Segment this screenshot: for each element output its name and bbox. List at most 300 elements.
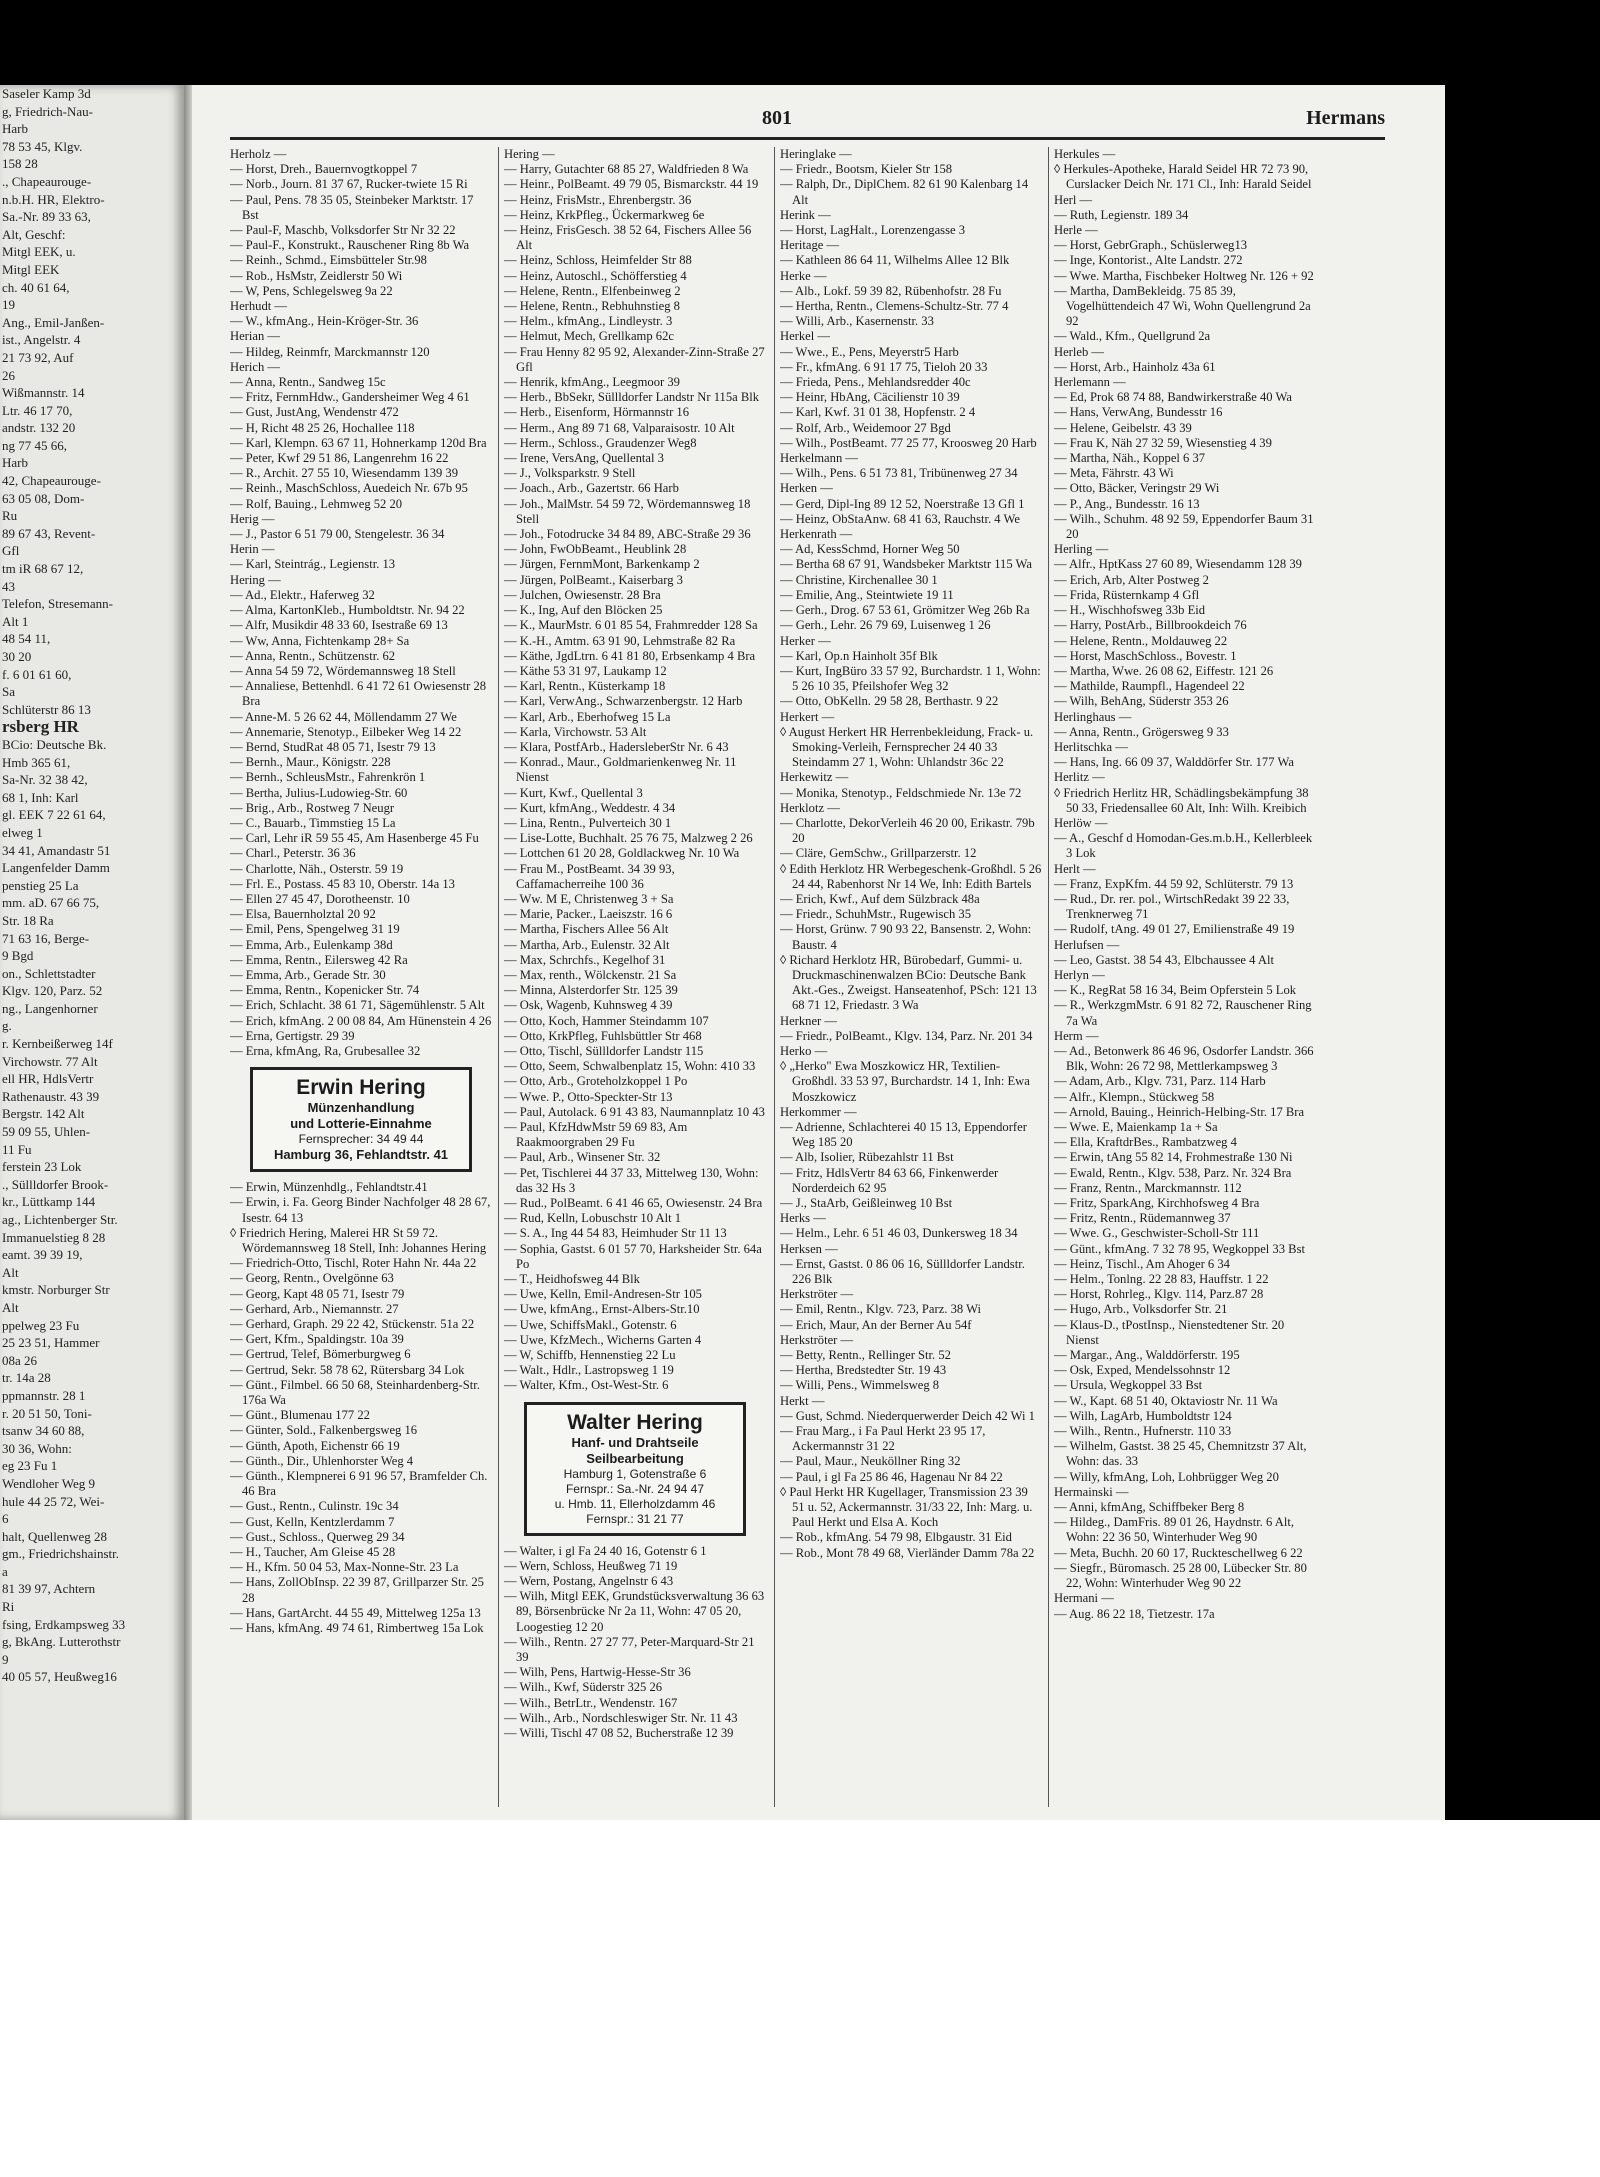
directory-entry: — Uwe, SchiffsMakl., Gotenstr. 6 [504,1317,677,1332]
facing-page-line: Langenfelder Damm [2,860,110,876]
directory-entry: — Leo, Gastst. 38 54 43, Elbchaussee 4 Alt [1054,952,1275,967]
directory-entry: — T., Heidhofsweg 44 Blk [504,1272,640,1287]
directory-entry: — Paul-F., Konstrukt., Rauschener Ring 8b Wa [230,238,470,253]
scan-background-right [1445,85,1600,1820]
directory-entry: — K., Ing, Auf den Blöcken 25 [504,603,663,618]
directory-entry: — Otto, KrkPfleg, Fuhlsbüttler Str 468 [504,1028,702,1043]
directory-entry: — Alfr., HptKass 27 60 89, Wiesendamm 128 39 [1054,557,1302,572]
facing-page-line: Ri [2,1599,15,1615]
directory-entry: — Paul-F, Maschb, Volksdorfer Str Nr 32 22 [230,223,456,238]
directory-entry: — Fritz, FernmHdw., Gandersheimer Weg 4 61 [230,390,470,405]
ad-line: Hamburg 36, Fehlandtstr. 41 [273,1147,449,1163]
directory-entry: — Willy, kfmAng, Loh, Lohbrügger Weg 20 [1054,1469,1279,1484]
surname-heading: Herke — [780,268,827,283]
facing-page-line: 9 [2,1651,9,1667]
directory-entry: — Wilhelm, Gastst. 38 25 45, Chemnitzstr 37 Alt, Wohn: das. 33 [1054,1439,1307,1469]
directory-entry: — Karl, Op.n Hainholt 35f Blk [780,648,938,663]
facing-page-line: gl. EEK 7 22 61 64, [2,807,106,823]
facing-page-line: 11 Fu [2,1141,32,1157]
directory-entry: — Bernd, StudRat 48 05 71, Isestr 79 13 [230,739,436,754]
facing-page-line: ppmannstr. 28 1 [2,1387,86,1403]
directory-entry: — Karla, Virchowstr. 53 Alt [504,724,647,739]
directory-entry: — Karl, Kwf. 31 01 38, Hopfenstr. 2 4 [780,405,976,420]
facing-page-line: 30 20 [2,649,32,664]
facing-page-line: elweg 1 [2,824,43,840]
surname-heading: Herklotz — [780,800,840,815]
directory-entry: — Helene, Geibelstr. 43 39 [1054,420,1192,435]
directory-entry: — Horst, Rohrleg., Klgv. 114, Parz.87 28 [1054,1287,1264,1302]
directory-entry: — Wilh., Kwf, Süderstr 325 26 [504,1680,663,1695]
directory-entry: — Lottchen 61 20 28, Goldlackweg Nr. 10 Wa [504,846,740,861]
directory-entry: — A., Geschf d Homodan-Ges.m.b.H., Kellerbleek 3 Lok [1054,831,1313,861]
directory-entry: — Friedr., SchuhMstr., Rugewisch 35 [780,907,972,922]
facing-page-line: 43 [2,578,15,594]
directory-entry: — Otto, Arb., Groteholzkoppel 1 Po [504,1074,688,1089]
surname-heading: Herkelmann — [780,451,858,466]
directory-entry: — R., Archit. 27 55 10, Wiesendamm 139 39 [230,466,459,481]
surname-heading: Herkel — [780,329,831,344]
facing-page-line: 19 [2,297,15,313]
directory-entry: — J., Pastor 6 51 79 00, Stengelestr. 36 34 [230,527,445,542]
directory-entry: — Ww, Anna, Fichtenkamp 28+ Sa [230,633,410,648]
directory-entry: — Anna, Rentn., Schützenstr. 62 [230,648,396,663]
directory-entry: — Hans, ZollObInsp. 22 39 87, Grillparzer Str. 25 28 [230,1575,484,1605]
book-gutter [184,85,192,1820]
directory-entry: — Günt., kfmAng. 7 32 78 95, Wegkoppel 33 Bst [1054,1241,1305,1256]
directory-entry: — Christine, Kirchenallee 30 1 [780,572,938,587]
directory-entry: — Wwe. G., Geschwister-Scholl-Str 111 [1054,1226,1260,1241]
directory-entry: — Günt., Filmbel. 66 50 68, Steinhardenberg-Str. 176a Wa [230,1377,480,1408]
directory-entry: — Hildeg, Reinmfr, Marckmannstr 120 [230,344,430,359]
directory-entry: — Ad, KessSchmd, Horner Weg 50 [780,542,960,557]
directory-entry: — Annemarie, Stenotyp., Eilbeker Weg 14 22 [230,724,462,739]
facing-page-line: Ang., Emil-Janßen- [2,314,105,330]
surname-heading: Herhudt — [230,299,288,314]
directory-entry: — Gerh., Drog. 67 53 61, Grömitzer Weg 26b Ra [780,603,1030,618]
directory-entry: — Ewald, Rentn., Klgv. 538, Parz. Nr. 324 Bra [1054,1165,1292,1180]
directory-entry: — Wald., Kfm., Quellgrund 2a [1054,329,1211,344]
directory-entry: — Elsa, Bauernholztal 20 92 [230,907,376,922]
directory-entry: — Helene, Rentn., Rebhuhnstieg 8 [504,299,680,314]
directory-entry: — Bernh., SchleusMstr., Fahrenkrön 1 [230,770,426,785]
directory-entry: — Bertha 68 67 91, Wandsbeker Marktstr 115 Wa [780,557,1033,572]
directory-entry: — Gert, Kfm., Spaldingstr. 10a 39 [230,1332,404,1347]
directory-entry: — Gust, Schmd. Niederquerwerder Deich 42 Wi 1 [780,1408,1035,1423]
directory-entry: — Annaliese, Bettenhdl. 6 41 72 61 Owiesenstr 28 Bra [230,679,487,709]
directory-entry: — Mathilde, Raumpfl., Hagendeel 22 [1054,679,1245,694]
directory-entry: — Heinz, KrkPfleg., Ückermarkweg 6e [504,207,705,222]
facing-page-line: 59 09 55, Uhlen- [2,1124,91,1140]
facing-page-line: 6 [2,1511,9,1527]
facing-page-line: 71 63 16, Berge- [2,930,90,946]
surname-heading: Herlöw — [1054,815,1108,830]
directory-entry: — Erich, kfmAng. 2 00 08 84, Am Hünenstein 4 26 [230,1013,492,1028]
directory-entry: — Klara, PostfArb., HadersleberStr Nr. 6 43 [504,739,729,754]
facing-page-line: ell HR, HdlsVertr [2,1071,94,1087]
surname-heading: Herlinghaus — [1054,709,1132,724]
directory-entry: — Klaus-D., tPostInsp., Nienstedtener Str. 20 Nienst [1054,1317,1285,1347]
directory-entry: — Emma, Rentn., Eilersweg 42 Ra [230,952,408,967]
facing-page-line: f. 6 01 61 60, [2,666,72,682]
directory-entry: — Georg, Kapt 48 05 71, Isestr 79 [230,1286,405,1301]
surname-heading: Herko — [780,1043,828,1058]
directory-entry: ◊ Herkules-Apotheke, Harald Seidel HR 72 73 90, Curslacker Deich Nr. 171 Cl., Inh: Harald Seidel [1054,162,1312,192]
directory-entry: — Willi, Tischl 47 08 52, Bucherstraße 12 39 [504,1726,734,1741]
directory-entry: — Brig., Arb., Rostweg 7 Neugr [230,800,395,815]
directory-entry: — Friedr., PolBeamt., Klgv. 134, Parz. Nr. 201 34 [780,1028,1033,1043]
directory-entry: — Walter, Kfm., Ost-West-Str. 6 [504,1378,669,1393]
facing-page-line: g. [2,1018,12,1034]
facing-page-line: Rathenaustr. 43 39 [2,1088,100,1104]
advertisement-erwin-hering [250,1067,472,1172]
surname-heading: Herling — [1054,542,1109,557]
facing-page-line: a [2,1563,8,1579]
facing-page-line: Ru [2,508,18,524]
facing-page-line: 40 05 57, Heußweg16 [2,1669,117,1685]
facing-page-line: Str. 18 Ra [2,912,54,928]
facing-page-line: 48 54 11, [2,631,51,647]
directory-entry: — Ellen 27 45 47, Dorotheenstr. 10 [230,891,410,906]
facing-page-line: Harb [2,121,28,137]
directory-entry: — Martha, Fischers Allee 56 Alt [504,922,669,937]
directory-entry: — Wilh., PostBeamt. 77 25 77, Kroosweg 20 Harb [780,435,1037,450]
facing-page-line: tr. 14a 28 [2,1370,51,1386]
directory-entry: — Heinz, Autoschl., Schöfferstieg 4 [504,268,687,283]
directory-entry: — Frau Marg., i Fa Paul Herkt 23 95 17, Ackermannstr 31 22 [780,1424,986,1454]
surname-heading: Herlitschka — [1054,739,1128,754]
running-header: Hermans [1306,107,1385,129]
ad-line: u. Hmb. 11, Ellerholzdamm 46 [554,1496,716,1511]
facing-page-line: Hmb 365 61, [2,754,71,770]
directory-entry: — Horst, Dreh., Bauernvogtkoppel 7 [230,162,418,177]
directory-entry: — Martha, Arb., Eulenstr. 32 Alt [504,937,670,952]
surname-heading: Herholz — [230,147,287,161]
surname-heading: Herkenrath — [780,527,853,542]
directory-entry: — K., RegRat 58 16 34, Beim Opferstein 5 Lok [1054,983,1297,998]
directory-entry: — Harry, Gutachter 68 85 27, Waldfrieden 8 Wa [504,162,749,177]
surname-heading: Herig — [230,511,275,526]
facing-page-line: Immanuelstieg 8 28 [2,1229,106,1245]
directory-entry: — Frl. E., Postass. 45 83 10, Oberstr. 14a 13 [230,876,455,891]
directory-entry: — Paul, KfzHdwMstr 59 69 83, Am Raakmoorgraben 29 Fu [504,1120,688,1150]
directory-entry: — Horst, LagHalt., Lorenzengasse 3 [780,223,966,238]
surname-heading: Herlyn — [1054,967,1105,982]
facing-page-line: halt, Quellenweg 28 [2,1528,108,1544]
directory-entry: — R., WerkzgmMstr. 6 91 82 72, Rauschener Ring 7a Wa [1054,998,1312,1028]
directory-entry: — Ad., Betonwerk 86 46 96, Osdorfer Landstr. 366 Blk, Wohn: 26 72 98, Mettlerkampsweg 3 [1054,1043,1314,1074]
directory-entry: — Wilh, Mitgl EEK, Grundstücksverwaltung 36 63 89, Börsenbrücke Nr 2a 11, Wohn: 47 05 20, Loogestieg 12 20 [504,1589,765,1634]
directory-entry: — Charlotte, DekorVerleih 46 20 00, Erikastr. 79b 20 [780,815,1035,846]
facing-page-line: 158 28 [2,156,38,172]
facing-page-line: rsberg HR [2,717,79,737]
facing-page-line: Mitgl EEK [2,261,60,277]
directory-entry: — Gerh., Lehr. 26 79 69, Luisenweg 1 26 [780,618,991,633]
facing-page-line: 30 36, Wohn: [2,1440,72,1456]
directory-entry: — Joach., Arb., Gazertstr. 66 Harb [504,481,679,496]
directory-entry: — Uwe, Kelln, Emil-Andresen-Str 105 [504,1287,702,1302]
directory-entry: — Friedr., Bootsm, Kieler Str 158 [780,162,953,177]
directory-entry: — Fritz, SparkAng, Kirchhofsweg 4 Bra [1054,1196,1260,1211]
surname-heading: Herkert — [780,709,835,724]
directory-entry: — Gerhard, Arb., Niemannstr. 27 [230,1301,399,1316]
facing-page-line: eamt. 39 39 19, [2,1247,83,1263]
directory-entry: — Paul, Maur., Neuköllner Ring 32 [780,1454,961,1469]
directory-entry: — Reinh., MaschSchloss, Auedeich Nr. 67b 95 [230,481,468,496]
directory-entry: — Adrienne, Schlachterei 40 15 13, Eppendorfer Weg 185 20 [780,1120,1027,1150]
surname-heading: Herich — [230,359,281,374]
directory-entry: — P., Ang., Bundesstr. 16 13 [1054,496,1200,511]
directory-entry: — Helm., kfmAng., Lindleystr. 3 [504,314,673,329]
ad-line: Hanf- und Drahtseile [571,1434,699,1450]
facing-page-line: fsing, Erdkampsweg 33 [2,1616,126,1632]
facing-page-line: Schlüterstr 86 13 [2,701,91,717]
directory-entry: — Bernh., Maur., Königstr. 228 [230,755,391,770]
directory-entry: — W, Pens, Schlegelsweg 9a 22 [230,283,393,298]
directory-entry: — Meta, Buchh. 20 60 17, Ruckteschellweg 6 22 [1054,1545,1303,1560]
facing-page-line: Harb [2,455,28,471]
directory-entry: — Wilh, LagArb, Humboldtstr 124 [1054,1408,1232,1423]
surname-heading: Herin — [230,542,275,557]
facing-page-line: 68 1, Inh: Karl [2,789,79,805]
directory-entry: ◊ Richard Herklotz HR, Bürobedarf, Gummi- u. Druckmaschinenwalzen BCio: Deutsche Bank Akt.-Ges., Zweigst. Hanseatenhof, PSch: 121 13 68 71 12, Friedastr. 3 Wa [780,952,1037,1013]
facing-page-line: eg 23 Fu 1 [2,1458,58,1474]
surname-heading: Hermani — [1054,1591,1114,1606]
directory-entry: — Wilh, BehAng, Süderstr 353 26 [1054,694,1229,709]
directory-entry: — Günth., Klempnerei 6 91 96 57, Bramfelder Ch. 46 Bra [230,1469,488,1499]
directory-entry: — Ralph, Dr., DiplChem. 82 61 90 Kalenbarg 14 Alt [780,177,1029,207]
surname-heading: Herian — [230,329,281,344]
directory-entry: — Erna, kfmAng, Ra, Grubesallee 32 [230,1043,421,1058]
directory-entry: — Anni, kfmAng, Schiffbeker Berg 8 [1054,1500,1245,1515]
facing-page-line: ng., Langenhorner [2,1000,98,1016]
directory-entry: — Frau M., PostBeamt. 34 39 93, Caffamacherreihe 100 36 [504,861,675,891]
directory-entry: — Kathleen 86 64 11, Wilhelms Allee 12 Blk [780,253,1010,268]
directory-entry: — Gertrud, Telef, Bömerburgweg 6 [230,1347,411,1362]
facing-page-line: mm. aD. 67 66 75, [2,895,100,911]
directory-entry: — Fritz, Rentn., Rüdemannweg 37 [1054,1211,1231,1226]
directory-entry: — Arnold, Bauing., Heinrich-Helbing-Str. 17 Bra [1054,1104,1305,1119]
facing-page-line: Klgv. 120, Parz. 52 [2,983,103,999]
directory-entry: — Wilh., Schuhm. 48 92 59, Eppendorfer Baum 31 20 [1054,511,1314,542]
directory-entry: — Gust, JustAng, Wendenstr 472 [230,405,399,420]
facing-page-line: hule 44 25 72, Wei- [2,1493,105,1509]
facing-page-line: BCio: Deutsche Bk. [2,736,107,752]
facing-page-line: 63 05 08, Dom- [2,490,85,506]
surname-heading: Herks — [780,1211,826,1226]
directory-entry: — Helene, Rentn., Moldauweg 22 [1054,633,1228,648]
directory-entry: — Hildeg., DamFris. 89 01 26, Haydnstr. 6 Alt, Wohn: 22 36 50, Winterhuder Weg 90 [1054,1515,1294,1545]
directory-entry: — Joh., Fotodrucke 34 84 89, ABC-Straße 29 36 [504,527,751,542]
directory-entry: ◊ Edith Herklotz HR Werbegeschenk-Großhdl. 5 26 24 44, Rabenhorst Nr 14 We, Inh: Edith Bartels [780,861,1042,891]
directory-entry: — Karl, Rentn., Küsterkamp 18 [504,679,666,694]
directory-entry: — Helmut, Mech, Grellkamp 62c [504,329,674,344]
ad-title: Erwin Hering [296,1076,426,1100]
directory-entry: — Wern, Postang, Angelnstr 6 43 [504,1574,674,1589]
directory-entry: — Uwe, KfzMech., Wicherns Garten 4 [504,1332,702,1347]
page-number: 801 [762,107,792,129]
directory-entry: — Karl, Klempn. 63 67 11, Hohnerkamp 120d Bra [230,435,487,450]
directory-entry: — Hans, VerwAng, Bundesstr 16 [1054,405,1223,420]
directory-entry: — Herb., Eisenform, Hörmannstr 16 [504,405,690,420]
surname-heading: Herkules — [1054,147,1116,161]
surname-heading: Herm — [1054,1028,1099,1043]
facing-page-line: Alt [2,1264,19,1280]
facing-page-line: ist., Angelstr. 4 [2,332,81,348]
facing-page-line: Wißmannstr. 14 [2,385,85,401]
column-divider [498,147,499,1807]
directory-entry: — Willi, Arb., Kasernenstr. 33 [780,314,934,329]
directory-entry: — Gerd, Dipl-Ing 89 12 52, Noerstraße 13 Gfl 1 [780,496,1025,511]
surname-heading: Herkner — [780,1013,837,1028]
directory-entry: — Norb., Journ. 81 37 67, Rucker-twiete 15 Ri [230,177,468,192]
directory-entry: — Erich, Arb, Alter Postweg 2 [1054,572,1209,587]
directory-entry: — Horst, MaschSchloss., Bovestr. 1 [1054,648,1237,663]
directory-entry: — Lina, Rentn., Pulverteich 30 1 [504,815,672,830]
directory-entry: — Cläre, GemSchw., Grillparzerstr. 12 [780,846,977,861]
directory-entry: — Wwe., E., Pens, Meyerstr5 Harb [780,344,959,359]
facing-page-line: ., Chapeaurouge- [2,173,92,189]
directory-entry: — Wilh, Pens, Hartwig-Hesse-Str 36 [504,1665,691,1680]
ad-line: Fernspr.: 31 21 77 [586,1511,684,1526]
facing-page-line: g, BkAng. Lutterothstr [2,1634,121,1650]
directory-entry: — Ella, KraftdrBes., Rambatzweg 4 [1054,1135,1237,1150]
directory-entry: — Herm., Ang 89 71 68, Valparaisostr. 10 Alt [504,420,735,435]
facing-page-line: Mitgl EEK, u. [2,244,76,260]
ad-line: Fernspr.: Sa.-Nr. 24 94 47 [565,1481,705,1496]
directory-entry: — Herb., BbSekr, Süllldorfer Landstr Nr 115a Blk [504,390,760,405]
surname-heading: Herker — [780,633,831,648]
directory-entry: — Günter, Sold., Falkenbergsweg 16 [230,1423,418,1438]
ad-line: und Lotterie-Einnahme [290,1116,432,1132]
directory-entry: ◊ Friedrich Hering, Malerei HR St 59 72. Wördemannsweg 18 Stell, Inh: Johannes Hering [230,1225,487,1255]
directory-entry: — Anna 54 59 72, Wördemannsweg 18 Stell [230,663,456,678]
directory-entry: — Jürgen, FernmMont, Barkenkamp 2 [504,557,700,572]
directory-entry: — Otto, Seem, Schwalbenplatz 15, Wohn: 410 33 [504,1059,756,1074]
directory-entry: — C., Bauarb., Timmstieg 15 La [230,815,396,830]
directory-entry: — Kurt, IngBüro 33 57 92, Burchardstr. 1 1, Wohn: 5 26 10 35, Pfeilshofer Weg 32 [780,663,1041,694]
facing-page-line: r. Kernbeißerweg 14f [2,1036,113,1052]
facing-page-line: 08a 26 [2,1352,38,1368]
directory-entry: — Martha, Näh., Koppel 6 37 [1054,451,1206,466]
facing-page-left [0,85,184,1820]
directory-entry: — Wilh., Rentn. 27 27 77, Peter-Marquard-Str 21 39 [504,1634,755,1665]
directory-entry: — Max, renth., Wölckenstr. 21 Sa [504,967,677,982]
directory-entry: — Ernst, Gastst. 0 86 06 16, Süllldorfer Landstr. 226 Blk [780,1256,1025,1287]
directory-entry: — Otto, Bäcker, Veringstr 29 Wi [1054,481,1220,496]
directory-entry: — Erwin, i. Fa. Georg Binder Nachfolger 48 28 67, Isestr. 64 13 [230,1195,491,1225]
directory-entry: — Marie, Packer., Laeiszstr. 16 6 [504,907,673,922]
directory-entry: — S. A., Ing 44 54 83, Heimhuder Str 11 13 [504,1226,727,1241]
surname-heading: Herl — [1054,192,1093,207]
ad-line: Münzenhandlung [307,1100,415,1116]
directory-entry: — Ad., Elektr., Haferweg 32 [230,587,375,602]
surname-heading: Herlemann — [1054,375,1126,390]
facing-page-line: 81 39 97, Achtern [2,1581,96,1597]
directory-entry: — Franz, Rentn., Marckmannstr. 112 [1054,1180,1242,1195]
facing-page-line: Saseler Kamp 3d [2,86,91,101]
facing-page-line: 34 41, Amandastr 51 [2,842,111,858]
directory-entry: — Otto, Tischl, Süllldorfer Landstr 115 [504,1043,704,1058]
directory-page [192,85,1445,1820]
directory-entry: — Franz, ExpKfm. 44 59 92, Schlüterstr. 79 13 [1054,876,1294,891]
directory-entry: — J., StaArb, Geißleinweg 10 Bst [780,1196,953,1211]
surname-heading: Heringlake — [780,147,852,161]
facing-page-line: 89 67 43, Revent- [2,525,96,541]
facing-page-line: tsanw 34 60 88, [2,1423,85,1439]
directory-entry: — Irene, VersAng, Quellental 3 [504,451,664,466]
directory-entry: — Ww. M E, Christenweg 3 + Sa [504,891,674,906]
ad-title: Walter Hering [567,1410,703,1434]
directory-entry: — John, FwObBeamt., Heublink 28 [504,542,687,557]
directory-entry: — Meta, Fährstr. 43 Wi [1054,466,1174,481]
directory-entry: — Anna, Rentn., Grögersweg 9 33 [1054,724,1229,739]
directory-entry: — Erwin, tAng 55 82 14, Frohmestraße 130 Ni [1054,1150,1293,1165]
directory-entry: — Kurt, Kwf., Quellental 3 [504,785,643,800]
directory-entry: — Wwe. Martha, Fischbeker Holtweg Nr. 126 + 92 [1054,268,1314,283]
directory-entry: — Frau Henny 82 95 92, Alexander-Zinn-Straße 27 Gfl [504,344,765,374]
directory-entry: — Heinr., PolBeamt. 49 79 05, Bismarckstr. 44 19 [504,177,759,192]
directory-entry: — Bertha, Julius-Ludowieg-Str. 60 [230,785,408,800]
column-3 [780,147,1042,1807]
directory-entry: — Gerhard, Graph. 29 22 42, Stückenstr. 51a 22 [230,1317,475,1332]
directory-entry: — Gust., Rentn., Culinstr. 19c 34 [230,1499,399,1514]
directory-entry: — Sophia, Gastst. 6 01 57 70, Harksheider Str. 64a Po [504,1241,762,1271]
scan-margin-bottom [0,1820,1600,2177]
directory-entry: — Paul, i gl Fa 25 86 46, Hagenau Nr 84 22 [780,1469,1003,1484]
directory-entry: — Hertha, Rentn., Clemens-Schultz-Str. 77 4 [780,299,1009,314]
facing-page-line: ng 77 45 66, [2,437,67,453]
directory-entry: — W., kfmAng., Hein-Kröger-Str. 36 [230,314,419,329]
directory-entry: — Alb, Isolier, Rübezahlstr 11 Bst [780,1150,954,1165]
directory-entry: — Paul, Autolack. 6 91 43 83, Naumannplatz 10 43 [504,1104,765,1119]
directory-entry: — Heinz, FrisMstr., Ehrenbergstr. 36 [504,192,692,207]
directory-entry: — Osk, Wagenb, Kuhnsweg 4 39 [504,998,673,1013]
facing-page-line: n.b.H. HR, Elektro- [2,191,105,207]
directory-entry: — Käthe, JgdLtrn. 6 41 81 80, Erbsenkamp 4 Bra [504,648,756,663]
directory-entry: — Paul, Pens. 78 35 05, Steinbeker Marktstr. 17 Bst [230,192,474,222]
facing-page-line: Wendloher Weg 9 [2,1475,95,1491]
directory-entry: — Rudolf, tAng. 49 01 27, Emilienstraße 49 19 [1054,922,1295,937]
directory-entry: — Emilie, Ang., Steintwiete 19 11 [780,587,954,602]
directory-entry: — Monika, Stenotyp., Feldschmiede Nr. 13e 72 [780,785,1022,800]
directory-entry: — Käthe 53 31 97, Laukamp 12 [504,663,667,678]
directory-entry: — Uwe, kfmAng., Ernst-Albers-Str.10 [504,1302,700,1317]
facing-page-line: Gfl [2,543,20,559]
directory-entry: — Hugo, Arb., Volksdorfer Str. 21 [1054,1302,1228,1317]
surname-heading: Herlufsen — [1054,937,1120,952]
directory-entry: — Alb., Lokf. 59 39 82, Rübenhofstr. 28 Fu [780,283,1002,298]
facing-page-line: Bergstr. 142 Alt [2,1106,85,1122]
directory-entry: — Günth., Dir., Uhlenhorster Weg 4 [230,1453,414,1468]
facing-page-line: on., Schlettstadter [2,965,96,981]
directory-entry: — Rud., PolBeamt. 6 41 46 65, Owiesenstr. 24 Bra [504,1196,763,1211]
directory-entry: — Hans, Ing. 66 09 37, Walddörfer Str. 177 Wa [1054,755,1294,770]
directory-entry: — Emil, Rentn., Klgv. 723, Parz. 38 Wi [780,1302,981,1317]
directory-entry: — Henrik, kfmAng., Leegmoor 39 [504,375,680,390]
directory-entry: — Wilh., Pens. 6 51 73 81, Tribünenweg 27 34 [780,466,1018,481]
directory-entry: — Walter, i gl Fa 24 40 16, Gotenstr 6 1 [504,1543,707,1558]
facing-page-line: 26 [2,367,15,383]
facing-page-line: 21 73 92, Auf [2,349,74,365]
facing-page-line: penstieg 25 La [2,877,79,893]
directory-entry: — Günth, Apoth, Eichenstr 66 19 [230,1438,400,1453]
directory-entry: — Heinz, Tischl., Am Ahoger 6 34 [1054,1256,1230,1271]
directory-entry: — Joh., MalMstr. 54 59 72, Wördemannsweg 18 Stell [504,496,751,526]
directory-entry: — Rob., Mont 78 49 68, Vierländer Damm 78a 22 [780,1545,1035,1560]
column-4 [1054,147,1316,1807]
directory-entry: — Gust., Schloss., Querweg 29 34 [230,1529,405,1544]
directory-entry: — Margar., Ang., Walddörferstr. 195 [1054,1348,1240,1363]
